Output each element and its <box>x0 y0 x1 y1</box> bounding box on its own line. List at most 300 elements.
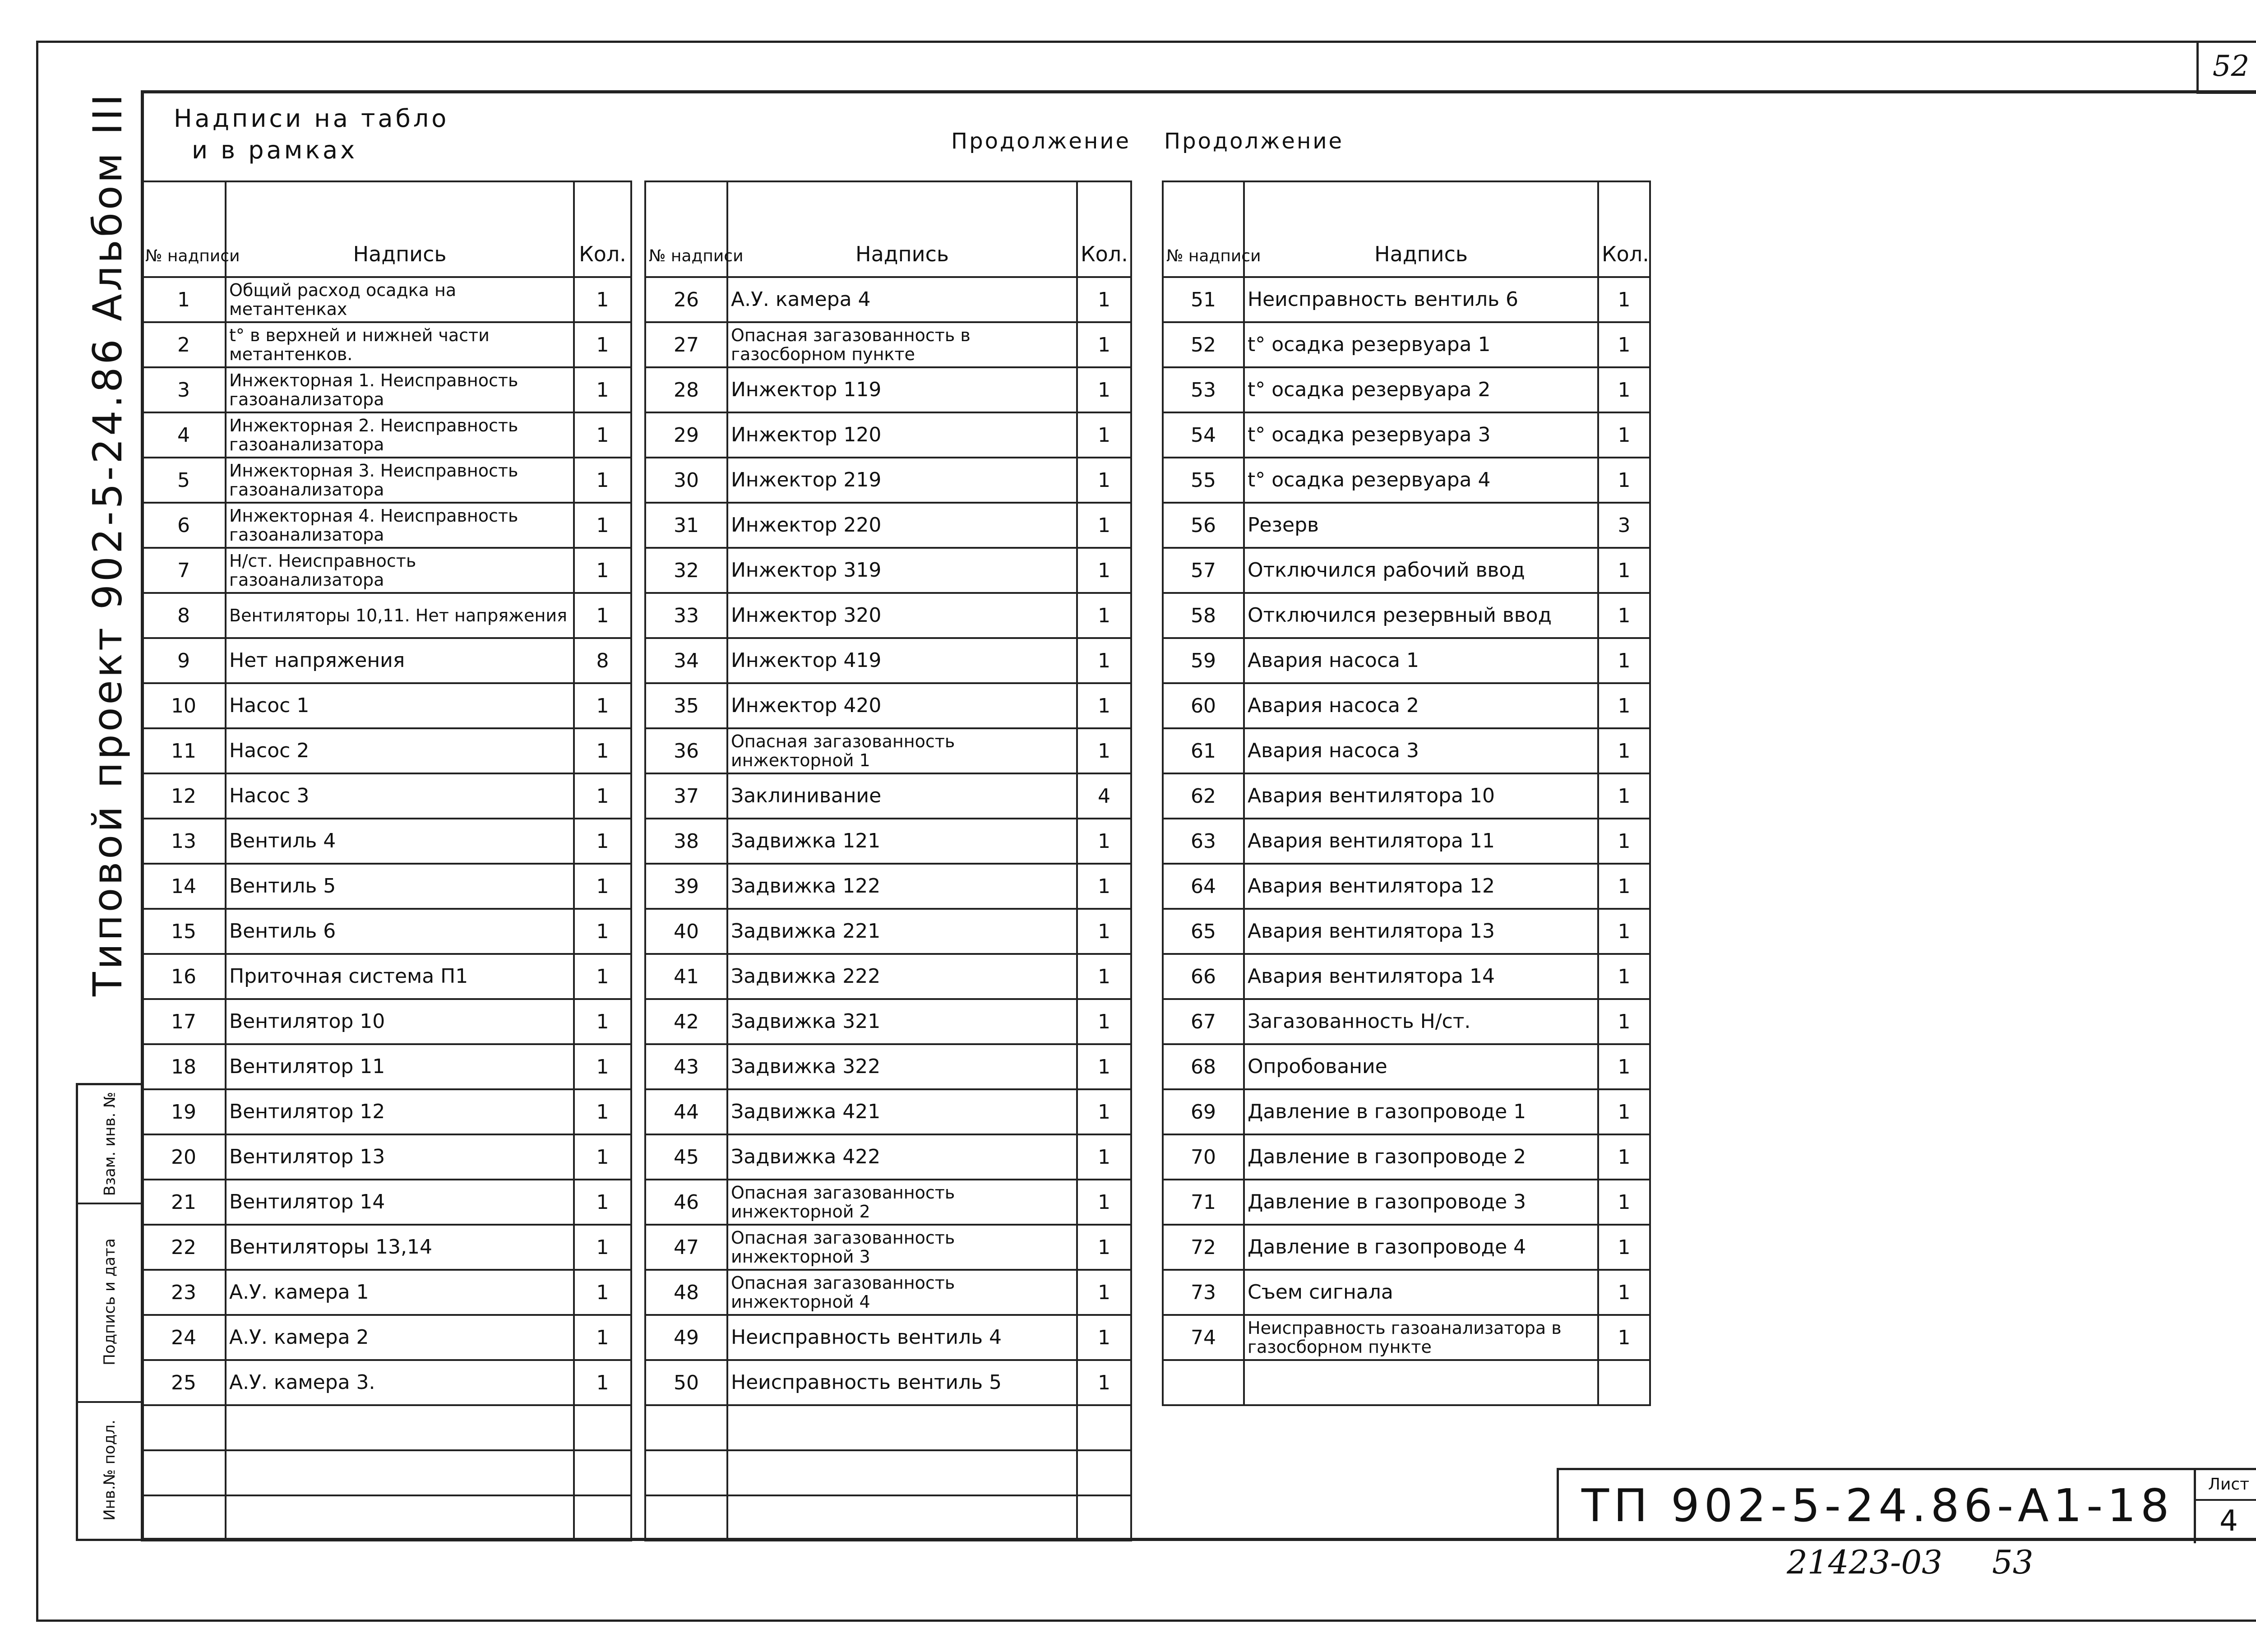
table-row <box>645 322 1131 367</box>
row-qty: 1 <box>1077 277 1131 322</box>
row-number: 73 <box>1163 1270 1244 1315</box>
row-number: 9 <box>142 638 226 683</box>
row-label: Вентилятор 13 <box>226 1134 574 1180</box>
table-row <box>1163 1225 1650 1270</box>
row-qty <box>574 1450 631 1495</box>
vertical-album-title-text: Типовой проект 902-5-24.86 Альбом III <box>84 91 131 996</box>
row-number <box>142 1450 226 1495</box>
table-row <box>1163 1270 1650 1315</box>
row-qty: 1 <box>1598 1315 1650 1360</box>
row-qty: 1 <box>1598 1225 1650 1270</box>
row-number: 58 <box>1163 593 1244 638</box>
row-qty: 1 <box>1077 999 1131 1044</box>
row-number: 56 <box>1163 503 1244 548</box>
row-qty: 1 <box>1598 1089 1650 1134</box>
row-label: Вентилятор 14 <box>226 1180 574 1225</box>
row-label: Насос 2 <box>226 728 574 773</box>
row-label: Неисправность газоанализатора в газосборном пункте <box>1244 1315 1598 1360</box>
row-number: 6 <box>142 503 226 548</box>
row-label: Авария вентилятора 12 <box>1244 864 1598 909</box>
table-row <box>645 1360 1131 1405</box>
title-block <box>1557 1468 2256 1541</box>
row-label: Опасная загазованность инжекторной 1 <box>727 728 1077 773</box>
row-number: 74 <box>1163 1315 1244 1360</box>
table-row <box>1163 909 1650 954</box>
row-label: t° в верхней и нижней части метантенков. <box>226 322 574 367</box>
row-qty: 1 <box>1598 277 1650 322</box>
row-qty: 1 <box>1598 548 1650 593</box>
table-row <box>1163 322 1650 367</box>
row-number: 36 <box>645 728 727 773</box>
row-number: 66 <box>1163 954 1244 999</box>
row-qty: 1 <box>1077 1044 1131 1089</box>
table-row <box>645 1180 1131 1225</box>
row-qty: 1 <box>574 1315 631 1360</box>
row-qty: 1 <box>574 548 631 593</box>
row-number: 3 <box>142 367 226 412</box>
table-row <box>142 1360 631 1405</box>
header-num: № надписи <box>1163 181 1244 277</box>
table-row <box>1163 277 1650 322</box>
row-label: Задвижка 222 <box>727 954 1077 999</box>
row-label: Авария вентилятора 10 <box>1244 773 1598 819</box>
row-label: Давление в газопроводе 4 <box>1244 1225 1598 1270</box>
table-row <box>142 728 631 773</box>
row-label: Неисправность вентиль 5 <box>727 1360 1077 1405</box>
row-label: Вентилятор 10 <box>226 999 574 1044</box>
table-row <box>645 277 1131 322</box>
row-qty: 1 <box>574 1134 631 1180</box>
row-number: 40 <box>645 909 727 954</box>
table-row <box>645 819 1131 864</box>
continuation-label-1: Продолжение <box>951 129 1131 154</box>
row-qty: 1 <box>1598 819 1650 864</box>
row-number <box>142 1405 226 1450</box>
archive-number: 21423-03 <box>1787 1543 1942 1581</box>
table-row <box>645 1225 1131 1270</box>
table-row <box>142 367 631 412</box>
table-row <box>142 954 631 999</box>
row-label: Загазованность Н/ст. <box>1244 999 1598 1044</box>
row-label: Вентиляторы 10,11. Нет напряжения <box>226 593 574 638</box>
row-label: t° осадка резервуара 2 <box>1244 367 1598 412</box>
table-row <box>142 773 631 819</box>
row-label <box>226 1450 574 1495</box>
stamp-cell-inv <box>78 1401 141 1539</box>
table-row <box>1163 1360 1650 1405</box>
table-col-3 <box>1162 180 1651 1406</box>
row-label: Инжекторная 3. Неисправность газоанализатора <box>226 458 574 503</box>
row-label: t° осадка резервуара 1 <box>1244 322 1598 367</box>
row-qty: 1 <box>574 1089 631 1134</box>
row-number: 30 <box>645 458 727 503</box>
row-number: 31 <box>645 503 727 548</box>
row-qty <box>1077 1405 1131 1450</box>
table-row <box>142 593 631 638</box>
row-number: 8 <box>142 593 226 638</box>
table-row <box>1163 412 1650 458</box>
row-number: 1 <box>142 277 226 322</box>
table-row <box>1163 773 1650 819</box>
table-row <box>645 909 1131 954</box>
row-qty: 1 <box>1077 593 1131 638</box>
row-number <box>142 1495 226 1541</box>
header-qty: Кол. <box>1598 181 1650 277</box>
row-number: 50 <box>645 1360 727 1405</box>
table-row <box>142 1134 631 1180</box>
table-row <box>142 1044 631 1089</box>
table-row <box>645 1270 1131 1315</box>
row-qty: 1 <box>574 412 631 458</box>
row-number: 62 <box>1163 773 1244 819</box>
table-row <box>645 412 1131 458</box>
row-qty: 1 <box>1077 1360 1131 1405</box>
row-label: Инжектор 119 <box>727 367 1077 412</box>
table-row <box>645 1405 1131 1450</box>
row-qty: 1 <box>1598 367 1650 412</box>
table-row <box>1163 458 1650 503</box>
table-row <box>645 1134 1131 1180</box>
row-number: 70 <box>1163 1134 1244 1180</box>
row-number: 45 <box>645 1134 727 1180</box>
row-number: 52 <box>1163 322 1244 367</box>
row-number: 25 <box>142 1360 226 1405</box>
row-number: 20 <box>142 1134 226 1180</box>
row-number: 17 <box>142 999 226 1044</box>
table-row <box>1163 1134 1650 1180</box>
table-header <box>142 181 631 277</box>
row-qty: 1 <box>1598 593 1650 638</box>
table-row <box>645 773 1131 819</box>
row-label: Неисправность вентиль 6 <box>1244 277 1598 322</box>
stamp-label-signature: Подпись и дата <box>101 1238 119 1365</box>
row-qty: 1 <box>1077 683 1131 728</box>
row-label: Авария вентилятора 11 <box>1244 819 1598 864</box>
row-label: Авария вентилятора 13 <box>1244 909 1598 954</box>
row-qty <box>1077 1495 1131 1541</box>
row-qty: 1 <box>1598 683 1650 728</box>
row-number: 27 <box>645 322 727 367</box>
row-number: 54 <box>1163 412 1244 458</box>
row-number: 57 <box>1163 548 1244 593</box>
table-row <box>142 1495 631 1541</box>
row-label: Инжектор 419 <box>727 638 1077 683</box>
row-label: Инжекторная 1. Неисправность газоанализатора <box>226 367 574 412</box>
row-label: Вентиль 4 <box>226 819 574 864</box>
row-label: Опасная загазованность инжекторной 3 <box>727 1225 1077 1270</box>
table-row <box>142 1405 631 1450</box>
table-row <box>645 367 1131 412</box>
header-label: Надпись <box>226 181 574 277</box>
row-label: Резерв <box>1244 503 1598 548</box>
row-label: Опасная загазованность инжекторной 2 <box>727 1180 1077 1225</box>
row-label: А.У. камера 4 <box>727 277 1077 322</box>
row-qty: 1 <box>1077 638 1131 683</box>
row-qty: 1 <box>574 367 631 412</box>
row-qty: 1 <box>1077 819 1131 864</box>
table-row <box>142 1225 631 1270</box>
row-number: 39 <box>645 864 727 909</box>
row-label: Инжектор 220 <box>727 503 1077 548</box>
row-number: 48 <box>645 1270 727 1315</box>
table-col-1 <box>141 180 632 1541</box>
table-row <box>1163 1089 1650 1134</box>
row-number: 55 <box>1163 458 1244 503</box>
row-qty: 1 <box>1077 367 1131 412</box>
row-label: Инжектор 320 <box>727 593 1077 638</box>
table-row <box>645 503 1131 548</box>
row-label: Авария вентилятора 14 <box>1244 954 1598 999</box>
header-qty: Кол. <box>574 181 631 277</box>
row-label: Насос 1 <box>226 683 574 728</box>
table-row <box>1163 1315 1650 1360</box>
heading-line-2: и в рамках <box>192 136 358 164</box>
row-number: 12 <box>142 773 226 819</box>
row-number: 72 <box>1163 1225 1244 1270</box>
row-label: Давление в газопроводе 3 <box>1244 1180 1598 1225</box>
row-number: 47 <box>645 1225 727 1270</box>
table-row <box>142 999 631 1044</box>
row-number: 41 <box>645 954 727 999</box>
table-row <box>1163 503 1650 548</box>
table-row <box>1163 864 1650 909</box>
row-qty: 1 <box>1598 458 1650 503</box>
row-label: Инжектор 219 <box>727 458 1077 503</box>
row-qty: 1 <box>1598 773 1650 819</box>
row-number: 63 <box>1163 819 1244 864</box>
row-number: 59 <box>1163 638 1244 683</box>
row-qty: 1 <box>574 503 631 548</box>
row-number: 71 <box>1163 1180 1244 1225</box>
table-row <box>645 999 1131 1044</box>
row-number: 68 <box>1163 1044 1244 1089</box>
table-row <box>142 1180 631 1225</box>
row-label: Давление в газопроводе 1 <box>1244 1089 1598 1134</box>
row-qty: 1 <box>574 458 631 503</box>
table-col-2 <box>644 180 1132 1541</box>
row-number: 46 <box>645 1180 727 1225</box>
table-row <box>645 954 1131 999</box>
row-number: 14 <box>142 864 226 909</box>
vertical-album-title <box>80 90 134 997</box>
row-number: 44 <box>645 1089 727 1134</box>
row-label: Давление в газопроводе 2 <box>1244 1134 1598 1180</box>
row-qty: 1 <box>1077 1089 1131 1134</box>
row-qty: 1 <box>574 1270 631 1315</box>
row-qty: 1 <box>1598 322 1650 367</box>
row-qty: 1 <box>1077 1225 1131 1270</box>
header-num: № надписи <box>645 181 727 277</box>
row-label: Задвижка 221 <box>727 909 1077 954</box>
table-row <box>142 503 631 548</box>
table-row <box>142 412 631 458</box>
row-qty: 1 <box>1598 864 1650 909</box>
row-qty: 1 <box>1598 638 1650 683</box>
row-number <box>645 1405 727 1450</box>
row-number: 16 <box>142 954 226 999</box>
table-row <box>1163 954 1650 999</box>
row-label: Задвижка 421 <box>727 1089 1077 1134</box>
row-qty: 1 <box>574 322 631 367</box>
row-label: Вентиль 5 <box>226 864 574 909</box>
row-qty: 1 <box>1598 999 1650 1044</box>
table-row <box>645 728 1131 773</box>
table-row <box>142 322 631 367</box>
table-row <box>142 683 631 728</box>
row-label: А.У. камера 3. <box>226 1360 574 1405</box>
row-qty: 1 <box>1077 1270 1131 1315</box>
row-label: Отключился рабочий ввод <box>1244 548 1598 593</box>
row-number: 5 <box>142 458 226 503</box>
row-number: 64 <box>1163 864 1244 909</box>
continuation-label-2: Продолжение <box>1164 129 1344 154</box>
row-qty: 1 <box>1598 412 1650 458</box>
header-label: Надпись <box>1244 181 1598 277</box>
table-row <box>1163 638 1650 683</box>
sheet-box <box>2194 1470 2256 1543</box>
table-row <box>1163 728 1650 773</box>
row-number: 42 <box>645 999 727 1044</box>
row-qty: 1 <box>1598 1270 1650 1315</box>
table-row <box>645 683 1131 728</box>
row-number: 26 <box>645 277 727 322</box>
row-qty: 3 <box>1598 503 1650 548</box>
row-label: Авария насоса 1 <box>1244 638 1598 683</box>
row-label: Инжектор 319 <box>727 548 1077 593</box>
header-qty: Кол. <box>1077 181 1131 277</box>
row-number: 37 <box>645 773 727 819</box>
stamp-label-inv: Инв.№ подл. <box>101 1419 119 1521</box>
row-label <box>727 1495 1077 1541</box>
row-qty: 1 <box>574 773 631 819</box>
row-number: 51 <box>1163 277 1244 322</box>
table-row <box>142 458 631 503</box>
row-qty: 1 <box>574 593 631 638</box>
row-number: 60 <box>1163 683 1244 728</box>
row-label: Авария насоса 3 <box>1244 728 1598 773</box>
row-number: 29 <box>645 412 727 458</box>
row-number: 23 <box>142 1270 226 1315</box>
row-label <box>226 1495 574 1541</box>
row-label: Вентилятор 11 <box>226 1044 574 1089</box>
row-number: 11 <box>142 728 226 773</box>
row-number: 7 <box>142 548 226 593</box>
row-qty: 1 <box>1077 728 1131 773</box>
row-label: Нет напряжения <box>226 638 574 683</box>
row-number: 49 <box>645 1315 727 1360</box>
table-row <box>645 1315 1131 1360</box>
row-qty: 1 <box>574 819 631 864</box>
row-qty: 1 <box>1077 548 1131 593</box>
table-row <box>142 1450 631 1495</box>
table-row <box>142 1270 631 1315</box>
table-row <box>645 638 1131 683</box>
table-header <box>1163 181 1650 277</box>
row-qty: 1 <box>1077 864 1131 909</box>
row-qty <box>574 1405 631 1450</box>
row-number: 33 <box>645 593 727 638</box>
stamp-cell-signature <box>78 1203 141 1403</box>
row-qty: 1 <box>1598 1180 1650 1225</box>
table-row <box>142 277 631 322</box>
row-qty: 1 <box>574 277 631 322</box>
heading-line-1: Надписи на табло <box>174 104 449 133</box>
table-row <box>645 1044 1131 1089</box>
row-number: 38 <box>645 819 727 864</box>
row-qty: 1 <box>1077 1315 1131 1360</box>
row-number: 15 <box>142 909 226 954</box>
table-row <box>1163 548 1650 593</box>
sheet-number: 4 <box>2219 1504 2238 1538</box>
row-number: 22 <box>142 1225 226 1270</box>
table-row <box>645 458 1131 503</box>
row-qty: 1 <box>574 954 631 999</box>
row-label <box>226 1405 574 1450</box>
row-label: Задвижка 422 <box>727 1134 1077 1180</box>
sheet-corner-number: 52 <box>2196 41 2256 94</box>
row-number: 10 <box>142 683 226 728</box>
row-qty: 1 <box>574 1180 631 1225</box>
row-qty: 1 <box>574 683 631 728</box>
row-number: 65 <box>1163 909 1244 954</box>
row-label: Съем сигнала <box>1244 1270 1598 1315</box>
table-row <box>142 1089 631 1134</box>
row-number: 69 <box>1163 1089 1244 1134</box>
row-qty: 1 <box>1598 728 1650 773</box>
row-number: 61 <box>1163 728 1244 773</box>
page-number: 53 <box>1992 1543 2034 1581</box>
row-qty: 1 <box>1077 954 1131 999</box>
row-number: 24 <box>142 1315 226 1360</box>
row-label <box>727 1405 1077 1450</box>
row-number: 2 <box>142 322 226 367</box>
row-label: Задвижка 122 <box>727 864 1077 909</box>
row-label: Неисправность вентиль 4 <box>727 1315 1077 1360</box>
table-row <box>142 548 631 593</box>
row-number: 21 <box>142 1180 226 1225</box>
row-number <box>645 1495 727 1541</box>
row-number: 4 <box>142 412 226 458</box>
row-qty: 8 <box>574 638 631 683</box>
table-row <box>142 909 631 954</box>
table-row <box>142 864 631 909</box>
row-qty <box>1077 1450 1131 1495</box>
row-qty: 1 <box>574 728 631 773</box>
row-label: Инжекторная 4. Неисправность газоанализатора <box>226 503 574 548</box>
row-label: t° осадка резервуара 3 <box>1244 412 1598 458</box>
sheet-label: Лист <box>2196 1470 2256 1501</box>
row-qty: 4 <box>1077 773 1131 819</box>
table-row <box>645 593 1131 638</box>
row-qty: 1 <box>1077 503 1131 548</box>
row-qty: 1 <box>1077 322 1131 367</box>
table-header <box>645 181 1131 277</box>
table-row <box>645 864 1131 909</box>
row-label: Авария насоса 2 <box>1244 683 1598 728</box>
row-label: Задвижка 321 <box>727 999 1077 1044</box>
row-qty: 1 <box>574 1044 631 1089</box>
row-number: 34 <box>645 638 727 683</box>
row-qty: 1 <box>574 1360 631 1405</box>
row-label: Вентиль 6 <box>226 909 574 954</box>
row-label: Приточная система П1 <box>226 954 574 999</box>
row-qty: 1 <box>1598 909 1650 954</box>
table-row <box>645 548 1131 593</box>
row-label: Опасная загазованность инжекторной 4 <box>727 1270 1077 1315</box>
row-number: 67 <box>1163 999 1244 1044</box>
row-label: А.У. камера 2 <box>226 1315 574 1360</box>
row-qty: 1 <box>1598 1134 1650 1180</box>
